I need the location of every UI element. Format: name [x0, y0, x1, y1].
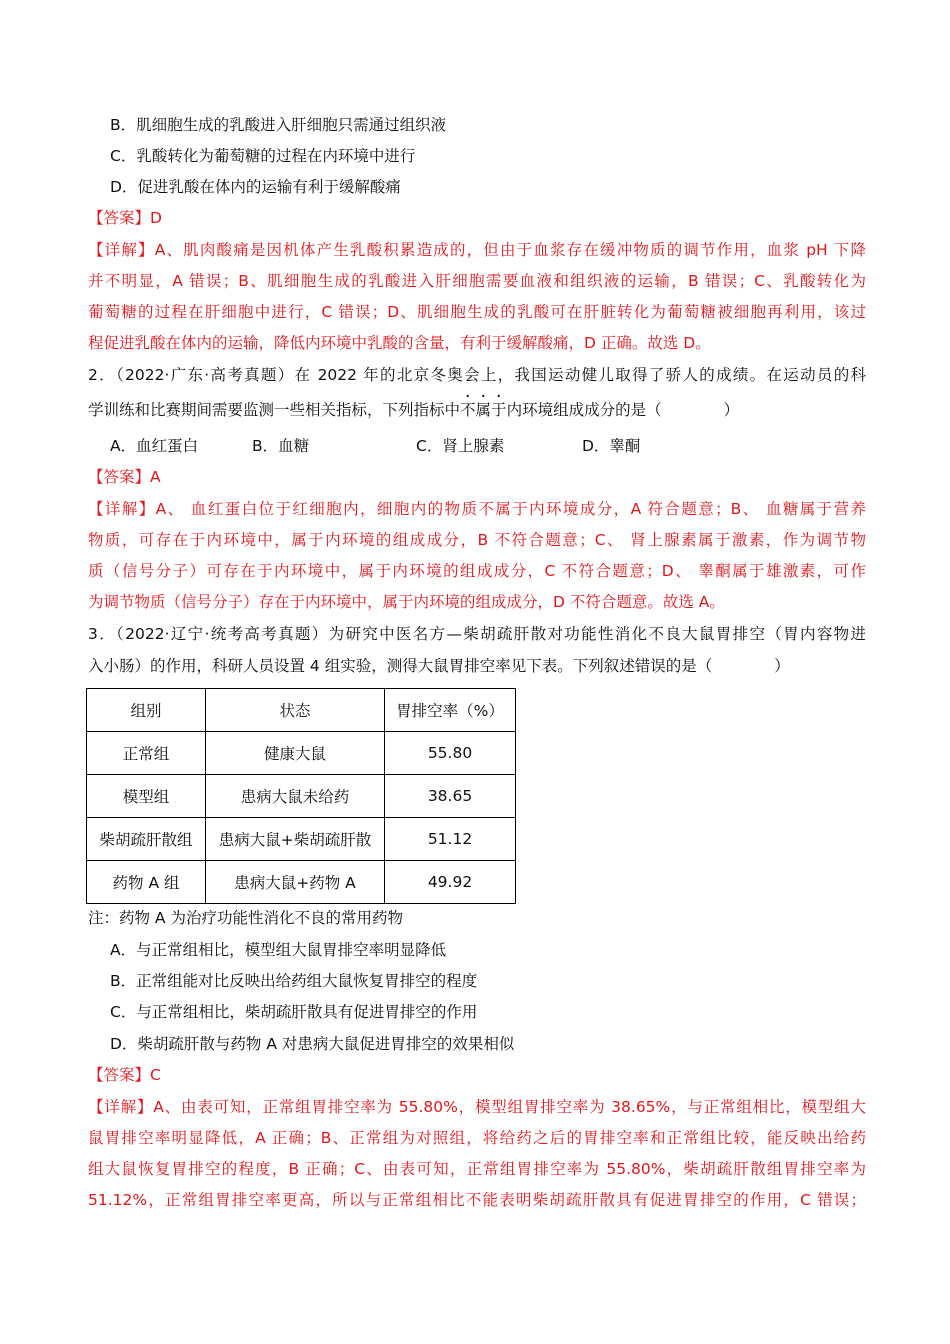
- q2-explanation-line: 质（信号分子）可存在于内环境中，属于内环境的组成成分，C 不符合题意；D、 睾酮属于雄激素，可作: [88, 562, 866, 580]
- q1-explanation-line: 程促进乳酸在体内的运输，降低内环境中乳酸的含量，有利于缓解酸痛，D 正确。故选 D。: [88, 334, 711, 352]
- table-header-cell: 组别: [87, 689, 206, 732]
- emphasis-dot-char: 不: [460, 401, 476, 419]
- q1-option-c: C．乳酸转化为葡萄糖的过程在内环境中进行: [110, 147, 416, 165]
- q3-option-a: A．与正常组相比，模型组大鼠胃排空率明显降低: [110, 941, 447, 959]
- q3-explanation-line: 组大鼠恢复胃排空的程度，B 正确；C、由表可知，正常组胃排空率为 55.80%，柴胡疏肝散组胃排空率为: [88, 1160, 866, 1178]
- q3-stem-line: 入小肠）的作用，科研人员设置 4 组实验，测得大鼠胃排空率见下表。下列叙述错误的是（ ）: [88, 657, 790, 675]
- data-table: [86, 688, 516, 904]
- table-cell: 患病大鼠+柴胡疏肝散: [206, 818, 385, 861]
- table-cell: 38.65: [385, 775, 516, 818]
- q3-explanation-line: 鼠胃排空率明显降低，A 正确；B、正常组为对照组，将给药之后的胃排空率和正常组比较，能反映出给药: [88, 1129, 866, 1147]
- table-cell: 模型组: [87, 775, 206, 818]
- table-header-cell: 状态: [206, 689, 385, 732]
- q2-stem-line: 2．（2022·广东·高考真题）在 2022 年的北京冬奥会上，我国运动健儿取得了骄人的成绩。在运动员的科: [88, 366, 866, 384]
- q2-explanation-line: 【详解】A、 血红蛋白位于红细胞内，细胞内的物质不属于内环境成分，A 符合题意；B、 血糖属于营养: [88, 500, 866, 518]
- table-row: [87, 861, 516, 904]
- q1-option-b: B．肌细胞生成的乳酸进入肝细胞只需通过组织液: [110, 116, 447, 134]
- table-cell: 55.80: [385, 732, 516, 775]
- q2-explanation-line: 为调节物质（信号分子）存在于内环境中，属于内环境的组成成分，D 不符合题意。故选 A。: [88, 593, 725, 611]
- q3-stem-line: 3．（2022·辽宁·统考高考真题）为研究中医名方—柴胡疏肝散对功能性消化不良大鼠胃排空（胃内容物进: [88, 625, 866, 643]
- q1-explanation-line: 葡萄糖的过程在肝细胞中进行，C 错误；D、肌细胞生成的乳酸可在肝脏转化为葡萄糖被细胞再利用，该过: [88, 303, 866, 321]
- table-cell: 柴胡疏肝散组: [87, 818, 206, 861]
- table-cell: 患病大鼠+药物 A: [206, 861, 385, 904]
- q2-answer: 【答案】A: [88, 468, 161, 486]
- table-row: [87, 732, 516, 775]
- table-row: [87, 818, 516, 861]
- q2-stem-text: 学训练和比赛期间需要监测一些相关指标，下列指标中: [88, 401, 461, 419]
- q1-explanation-line: 并不明显，A 错误；B、肌细胞生成的乳酸进入肝细胞需要血液和组织液的运输，B 错误；C、乳酸转化为: [88, 272, 866, 290]
- q3-explanation-line: 51.12%，正常组胃排空率更高，所以与正常组相比不能表明柴胡疏肝散具有促进胃排空的作用，C 错误；: [88, 1191, 866, 1209]
- table-cell: 49.92: [385, 861, 516, 904]
- table-cell: 患病大鼠未给药: [206, 775, 385, 818]
- q1-answer: 【答案】D: [88, 209, 162, 227]
- q2-option-a: A．血红蛋白: [110, 437, 199, 455]
- q2-option-d: D．睾酮: [582, 437, 641, 455]
- q2-stem-text: 内环境组成成分的是（ ）: [506, 401, 740, 419]
- emphasis-dot-char: 于: [491, 401, 507, 419]
- q2-explanation-line: 物质，可存在于内环境中，属于内环境的组成成分，B 不符合题意；C、 肾上腺素属于激素，作为调节物: [88, 531, 866, 549]
- q2-option-c: C．肾上腺素: [416, 437, 505, 455]
- q1-explanation-line: 【详解】A、肌肉酸痛是因机体产生乳酸积累造成的，但由于血浆存在缓冲物质的调节作用，血浆 pH 下降: [88, 241, 866, 259]
- q3-option-c: C．与正常组相比，柴胡疏肝散具有促进胃排空的作用: [110, 1003, 478, 1021]
- table-cell: 正常组: [87, 732, 206, 775]
- q3-explanation-line: 【详解】A、由表可知，正常组胃排空率为 55.80%，模型组胃排空率为 38.65%，与正常组相比，模型组大: [88, 1098, 866, 1116]
- q3-option-d: D．柴胡疏肝散与药物 A 对患病大鼠促进胃排空的效果相似: [110, 1035, 515, 1053]
- table-row: [87, 775, 516, 818]
- table-note: 注：药物 A 为治疗功能性消化不良的常用药物: [88, 909, 403, 927]
- q1-option-d: D．促进乳酸在体内的运输有利于缓解酸痛: [110, 178, 401, 196]
- q2-stem-line: [88, 400, 866, 420]
- table-cell: 51.12: [385, 818, 516, 861]
- q3-option-b: B．正常组能对比反映出给药组大鼠恢复胃排空的程度: [110, 972, 478, 990]
- emphasis-dot-char: 属: [475, 401, 492, 419]
- table-header-cell: 胃排空率（%）: [385, 689, 516, 732]
- table-cell: 健康大鼠: [206, 732, 385, 775]
- q2-option-b: B．血糖: [252, 437, 310, 455]
- table-cell: 药物 A 组: [87, 861, 206, 904]
- table-header-row: [87, 689, 516, 732]
- q3-answer: 【答案】C: [88, 1066, 161, 1084]
